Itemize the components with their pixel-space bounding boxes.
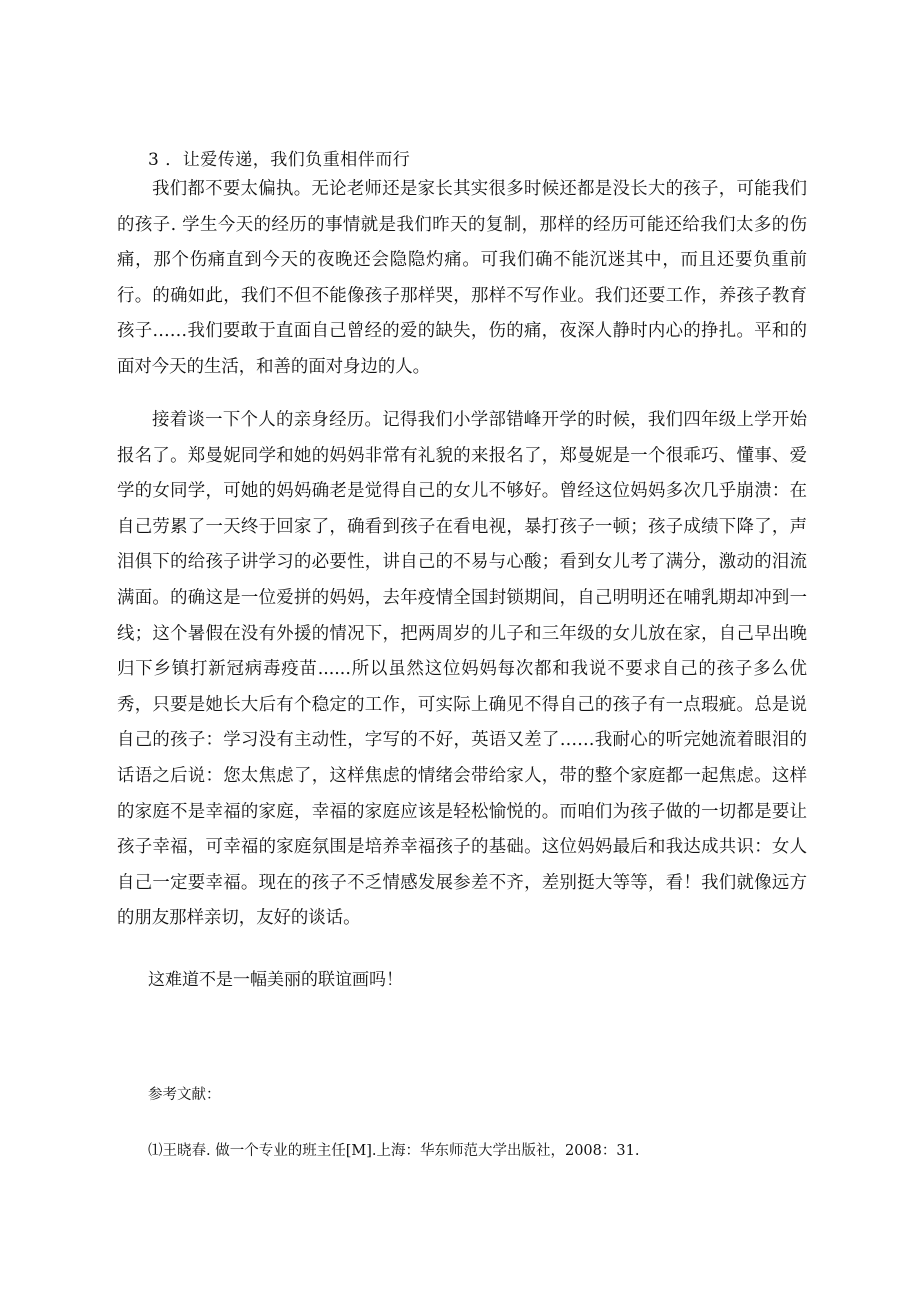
references-title: 参考文献： bbox=[148, 1087, 221, 1103]
section-heading: 3 ．让爱传递，我们负重相伴而行 bbox=[148, 150, 411, 170]
body-paragraph-2: 接着谈一下个人的亲身经历。记得我们小学部错峰开学的时候，我们四年级上学开始报名了。郑曼妮同学和她的妈妈非常有礼貌的来报名了，郑曼妮是一个很乖巧、懂事、爱学的女同学，可她的妈妈确老是觉得自己的女儿不够好。曾经这位妈妈多次几乎崩溃：在自己劳累了一天终于回家了，确看到孩子在看电视，暴打孩子一顿；孩子成绩下降了，声泪俱下的给孩子讲学习的必要性，讲自己的不易与心酸；看到女儿考了满分，激动的泪流满面。的确这是一位爱拼的妈妈，去年疫情全国封锁期间，自己明明还在哺乳期却冲到一线；这个暑假在没有外援的情况下，把两周岁的儿子和三年级的女儿放在家，自己早出晚归下乡镇打新冠病毒疫苗......所以虽然这位妈妈每次都和我说不要求自己的孩子多么优秀，只要是她长大后有个稳定的工作，可实际上确见不得自己的孩子有一点瑕疵。总是说自己的孩子：学习没有主动性，字写的不好，英语又差了……我耐心的听完她流着眼泪的话语之后说：您太焦虑了，这样焦虑的情绪会带给家人，带的整个家庭都一起焦虑。这样的家庭不是幸福的家庭，幸福的家庭应该是轻松愉悦的。而咱们为孩子做的一切都是要让孩子幸福，可幸福的家庭氛围是培养幸福孩子的基础。这位妈妈最后和我达成共识：女人自己一定要幸福。现在的孩子不乏情感发展参差不齐，差别挺大等等，看！我们就像远方的朋友那样亲切，友好的谈话。 bbox=[117, 410, 807, 929]
reference-item: ⑴王晓春. 做一个专业的班主任[M].上海：华东师范大学出版社，2008：31. bbox=[148, 1143, 640, 1159]
body-paragraph-1: 我们都不要太偏执。无论老师还是家长其实很多时候还都是没长大的孩子，可能我们的孩子. 学生今天的经历的事情就是我们昨天的复制，那样的经历可能还给我们太多的伤痛，那个伤痛直到今天的夜晚还会隐隐灼痛。可我们确不能沉迷其中，而且还要负重前行。的确如此，我们不但不能像孩子那样哭，那样不写作业。我们还要工作，养孩子教育孩子……我们要敢于直面自己曾经的爱的缺失，伤的痛，夜深人静时内心的挣扎。平和的面对今天的生活，和善的面对身边的人。 bbox=[117, 179, 807, 377]
closing-sentence: 这难道不是一幅美丽的联谊画吗！ bbox=[148, 970, 403, 990]
